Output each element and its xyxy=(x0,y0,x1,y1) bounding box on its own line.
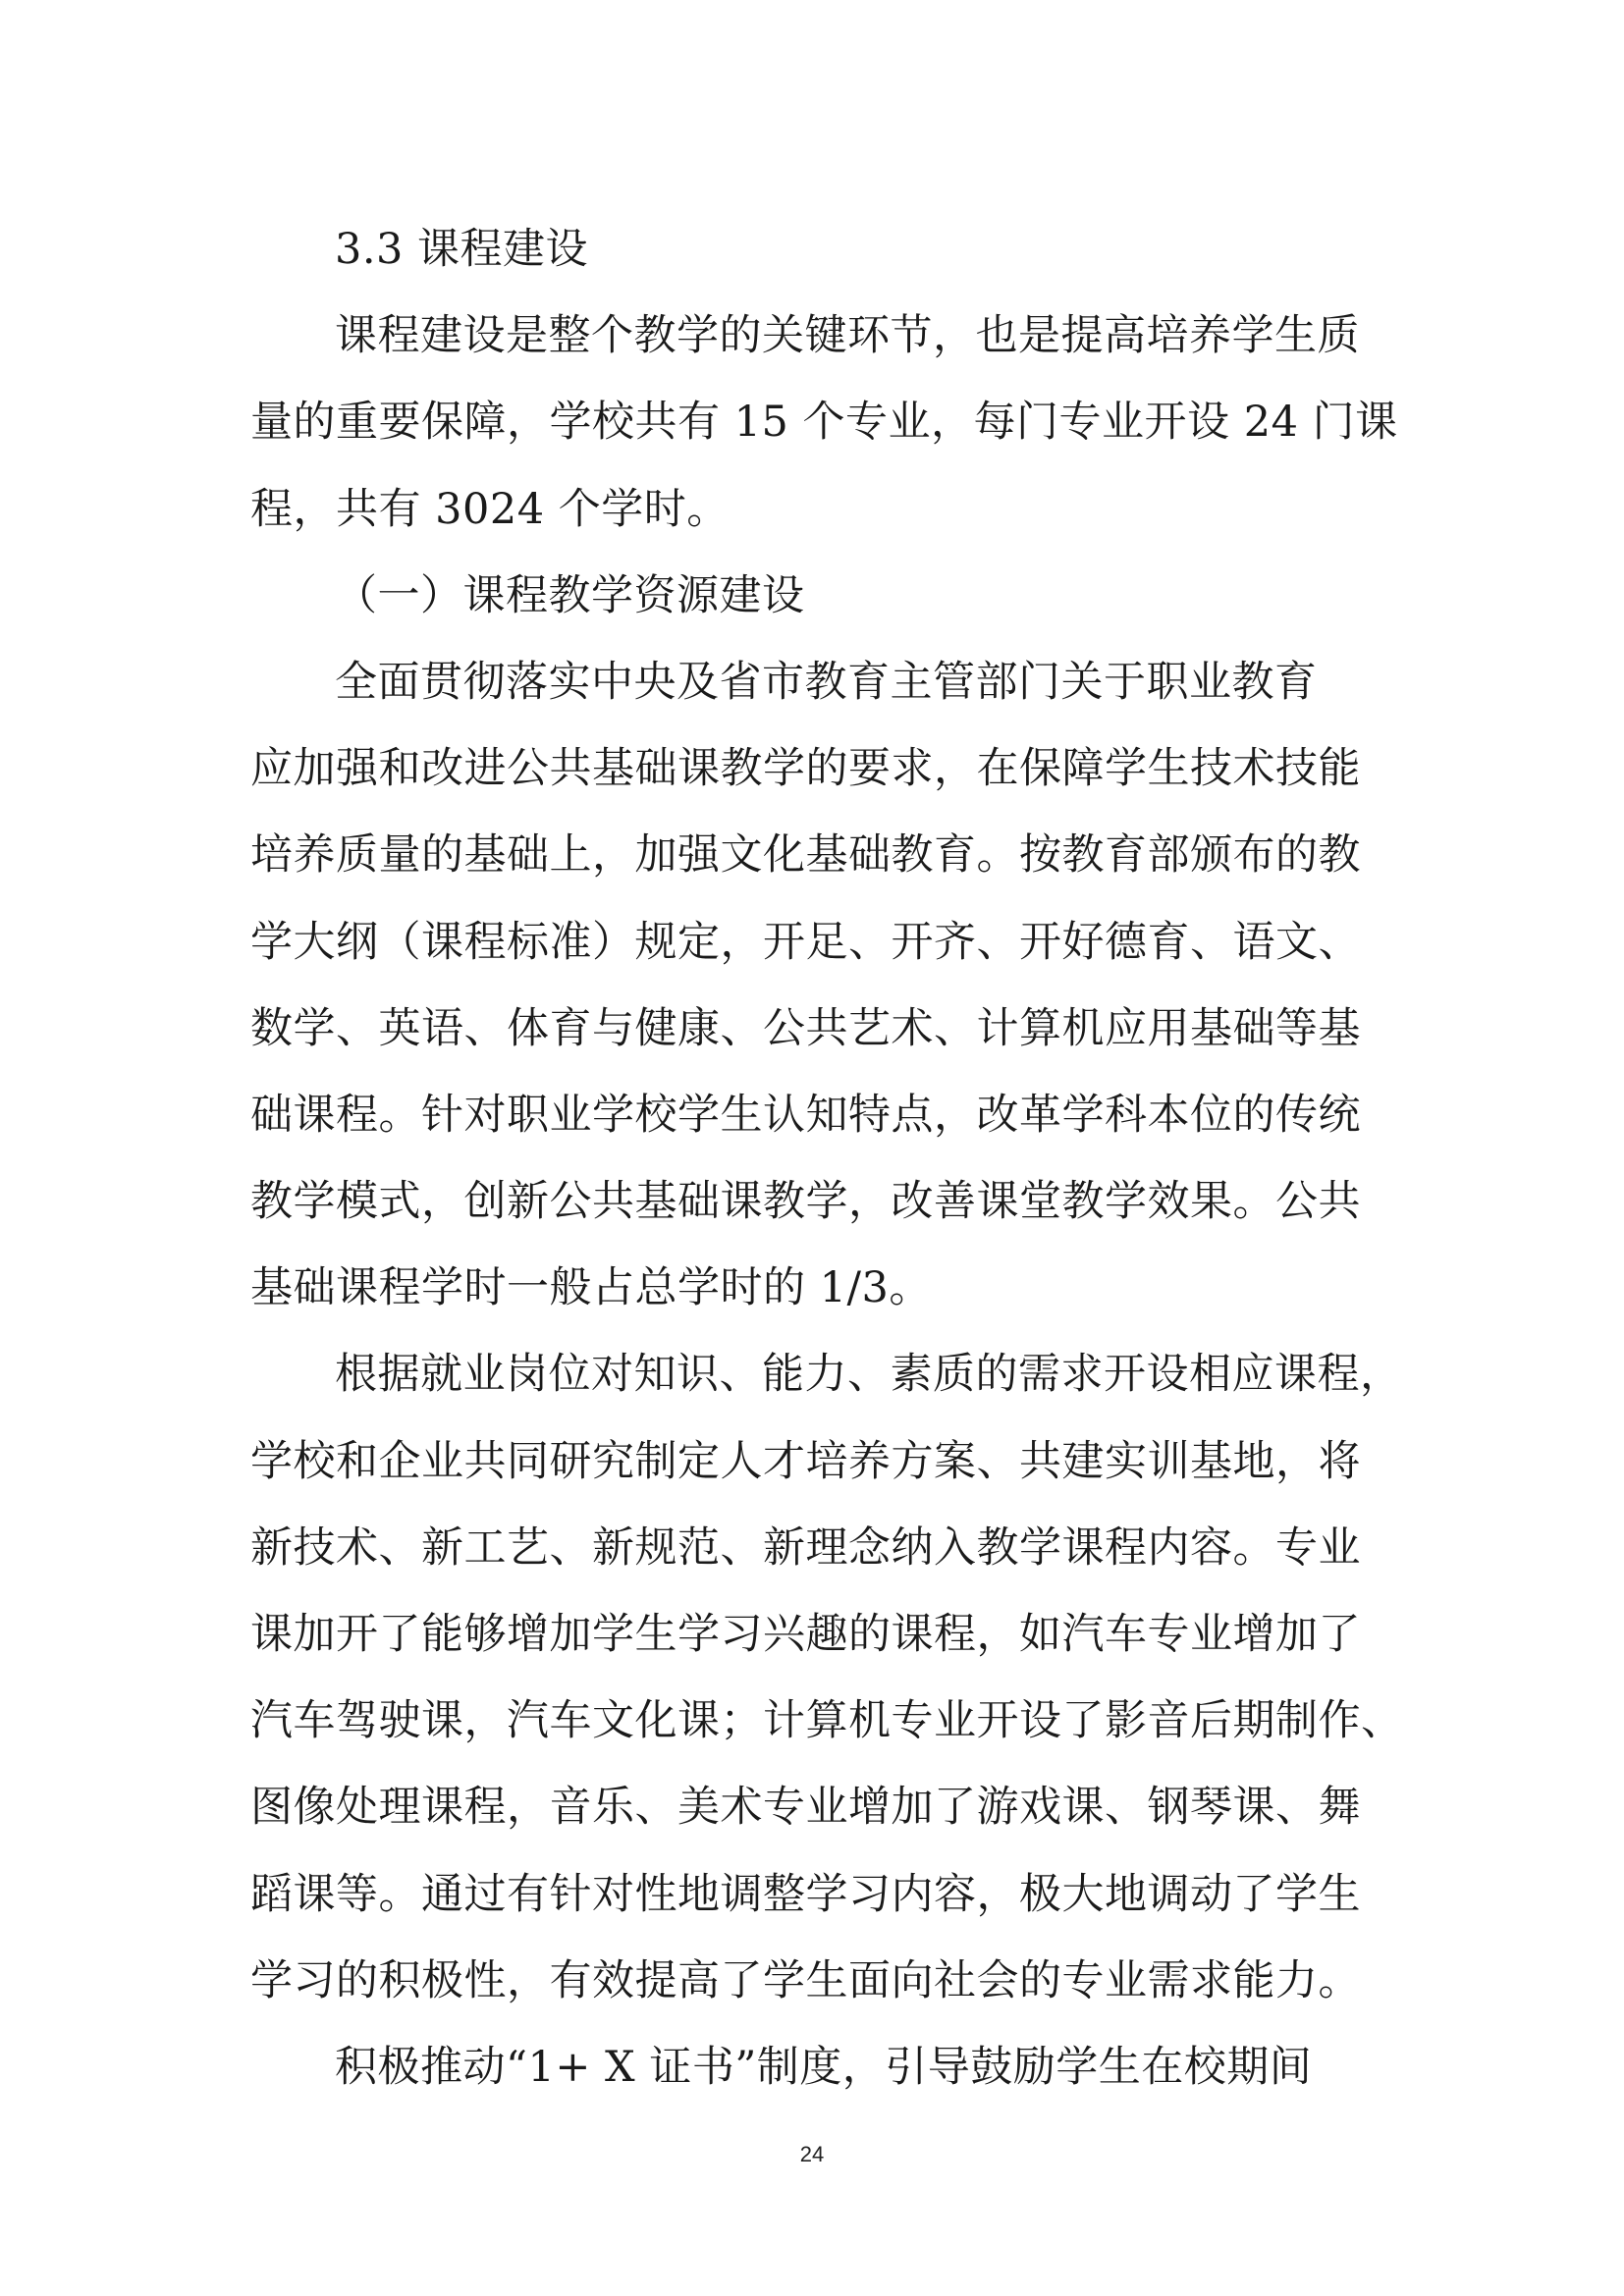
paragraph-line: 蹈课等。通过有针对性地调整学习内容，极大地调动了学生 xyxy=(250,1869,1361,1919)
paragraph-line: 学校和企业共同研究制定人才培养方案、共建实训基地，将 xyxy=(250,1436,1361,1486)
paragraph-line: 培养质量的基础上，加强文化基础教育。按教育部颁布的教 xyxy=(250,830,1361,881)
paragraph-1 xyxy=(250,293,1398,553)
paragraph-line: 础课程。针对职业学校学生认知特点，改革学科本位的传统 xyxy=(250,1090,1361,1140)
paragraph-line: 量的重要保障，学校共有 15 个专业，每门专业开设 24 门课 xyxy=(250,398,1398,448)
page-number: 24 xyxy=(799,2142,825,2166)
body-text xyxy=(250,206,1404,2110)
paragraph-line: 数学、英语、体育与健康、公共艺术、计算机应用基础等基 xyxy=(250,1003,1361,1053)
section-heading: 3.3 课程建设 xyxy=(335,225,589,274)
paragraph-line: 教学模式，创新公共基础课教学，改善课堂教学效果。公共 xyxy=(250,1177,1361,1227)
paragraph-line: 学大纲（课程标准）规定，开足、开齐、开好德育、语文、 xyxy=(250,917,1361,967)
paragraph-line: 积极推动“1+ X 证书”制度，引导鼓励学生在校期间 xyxy=(335,2042,1313,2092)
paragraph-line: 学习的积极性，有效提高了学生面向社会的专业需求能力。 xyxy=(250,1955,1361,2005)
paragraph-line: 图像处理课程，音乐、美术专业增加了游戏课、钢琴课、舞 xyxy=(250,1783,1361,1833)
paragraph-line: 课加开了能够增加学生学习兴趣的课程，如汽车专业增加了 xyxy=(250,1610,1361,1659)
paragraph-line: 新技术、新工艺、新规范、新理念纳入教学课程内容。专业 xyxy=(250,1522,1361,1573)
paragraph-line: 根据就业岗位对知识、能力、素质的需求开设相应课程， xyxy=(335,1350,1403,1400)
paragraph-line: 程，共有 3024 个学时。 xyxy=(250,484,730,534)
paragraph-3 xyxy=(250,1331,1404,2024)
paragraph-line: 汽车驾驶课，汽车文化课；计算机专业开设了影音后期制作、 xyxy=(250,1696,1404,1746)
paragraph-line: 应加强和改进公共基础课教学的要求，在保障学生技术技能 xyxy=(250,744,1361,794)
paragraph-line: 基础课程学时一般占总学时的 1/3。 xyxy=(250,1263,932,1313)
paragraph-line: 课程建设是整个教学的关键环节，也是提高培养学生质 xyxy=(335,311,1360,361)
paragraph-4 xyxy=(250,2024,1384,2110)
paragraph-2 xyxy=(250,639,1384,1332)
paragraph-line: 全面贯彻落实中央及省市教育主管部门关于职业教育 xyxy=(335,657,1318,707)
subheading: （一）课程教学资源建设 xyxy=(335,570,805,620)
